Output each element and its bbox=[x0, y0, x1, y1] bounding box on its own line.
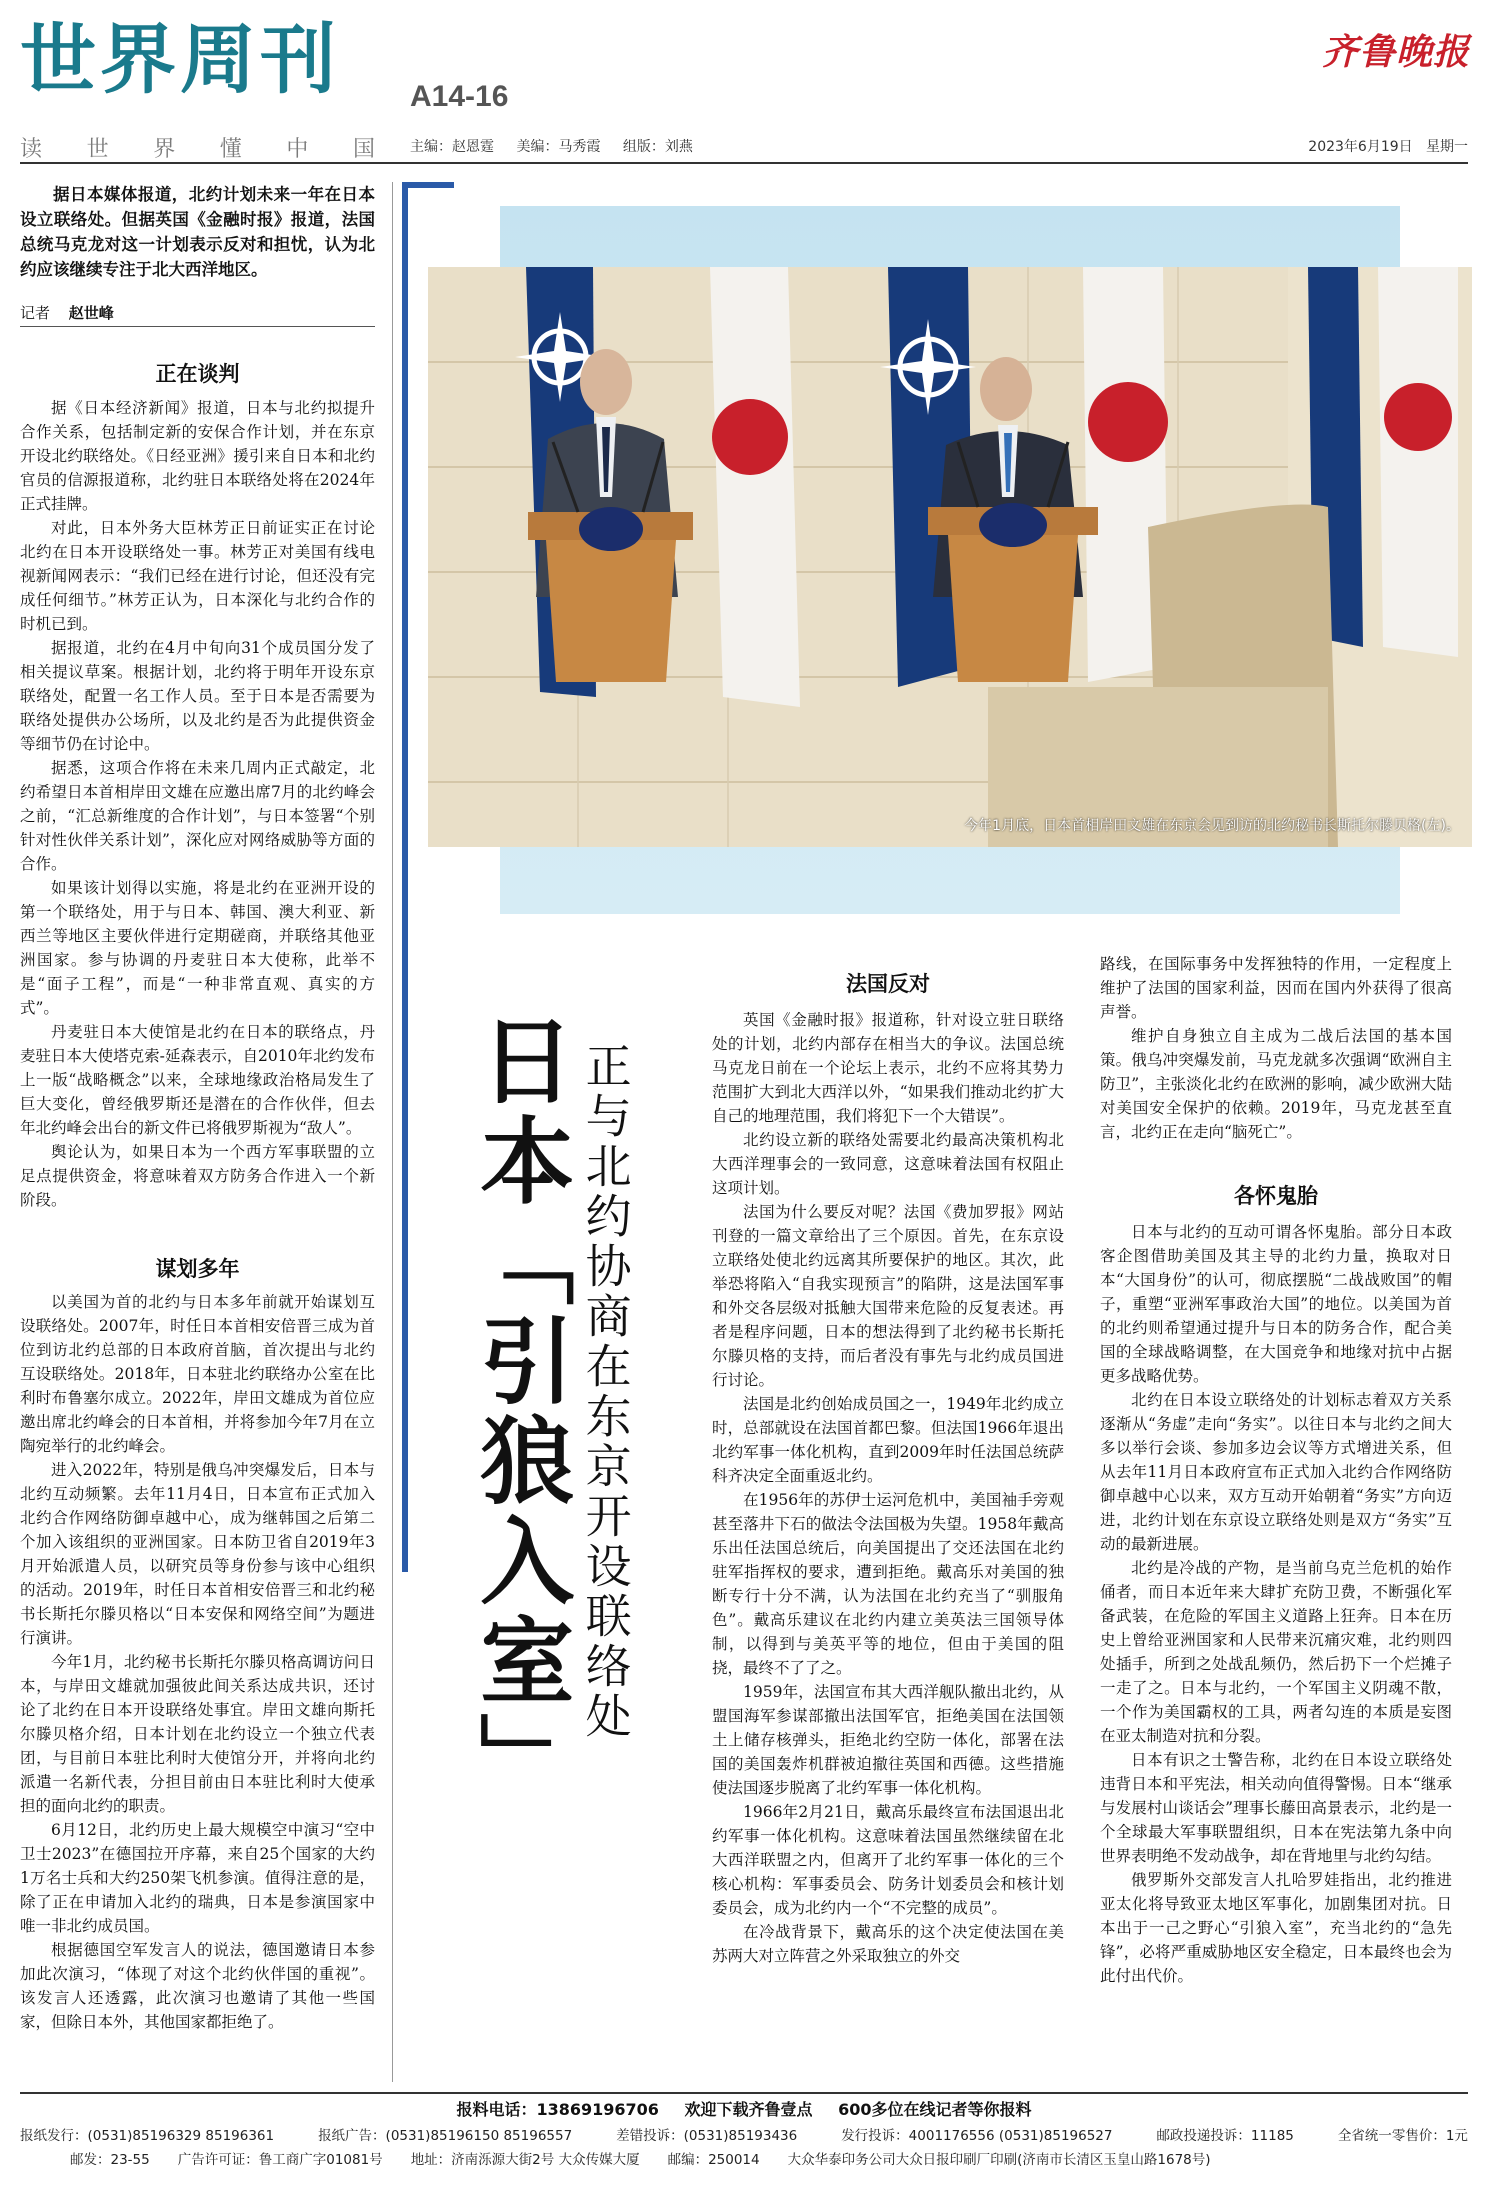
paragraph: 1966年2月21日，戴高乐最终宣布法国退出北约军事一体化机构。这意味着法国虽然继续留在北大西洋联盟之内，但离开了北约军事一体化的三个核心机构：军事委员会、防务计划委员会和核计划委员会，成为北约内一个“不完整的成员”。 bbox=[712, 1803, 1064, 1917]
art-editor-credit: 美编：马秀霞 bbox=[516, 139, 601, 155]
footer-hotline bbox=[0, 2097, 1488, 2120]
slogan-char: 读 bbox=[20, 137, 43, 162]
paragraph: 今年1月，北约秘书长斯托尔滕贝格高调访问日本，与岸田文雄就加强彼此间关系达成共识，还讨论了北约在日本开设联络处事宜。岸田文雄向斯托尔滕贝格介绍，日本计划在北约设立一个独立代表团，与目前日本驻比利时大使馆分开，并将向北约派遣一名新代表，分担目前由日本驻比利时大使承担的面向北约的职责。 bbox=[20, 1653, 375, 1815]
section-heading: 各怀鬼胎 bbox=[1234, 1184, 1318, 1208]
paragraph: 1959年，法国宣布其大西洋舰队撤出北约，从盟国海军参谋部撤出法国军官，拒绝美国在法国领土上储存核弹头，拒绝北约空防一体化，部署在法国的美国轰炸机群被迫撤往英国和西德。这些措施使法国逐步脱离了北约军事一体化机构。 bbox=[712, 1683, 1064, 1797]
paragraph: 如果该计划得以实施，将是北约在亚洲开设的第一个联络处，用于与日本、韩国、澳大利亚、新西兰等地区主要伙伴进行定期磋商，并联络其他亚洲国家。参与协调的丹麦驻日本大使称，此举不是“面子工程”，而是“一种非常直观、真实的方式”。 bbox=[20, 879, 375, 1017]
decorative-frame bbox=[402, 182, 408, 1572]
paragraph: 日本有识之士警告称，北约在日本设立联络处违背日本和平宪法，相关动向值得警惕。日本“继承与发展村山谈话会”理事长藤田高景表示，北约是一个全球最大军事联盟组织，日本在宪法第九条中向世界表明绝不发动战争，却在背地里与北约勾结。 bbox=[1100, 1751, 1452, 1865]
paragraph: 北约设立新的联络处需要北约最高决策机构北大西洋理事会的一致同意，这意味着法国有权阻止这项计划。 bbox=[712, 1131, 1064, 1197]
paragraph: 在1956年的苏伊士运河危机中，美国袖手旁观甚至落井下石的做法令法国极为失望。1958年戴高乐出任法国总统后，向美国提出了交还法国在北约驻军指挥权的要求，遭到拒绝。戴高乐对美国的独断专行十分不满，认为法国在北约充当了“驯服角色”。戴高乐建议在北约内建立美英法三国领导体制，以得到与美英平等的地位，但由于美国的阻挠，最终不了了之。 bbox=[712, 1491, 1064, 1677]
download-text: 欢迎下载齐鲁壹点 bbox=[684, 2100, 813, 2119]
masthead-title: 世界周刊 bbox=[20, 15, 340, 104]
masthead-rule bbox=[20, 162, 1468, 164]
footer-item: 全省统一零售价：1元 bbox=[1337, 2128, 1468, 2144]
paragraph: 路线，在国际事务中发挥独特的作用，一定程度上维护了法国的国家利益，因而在国内外获得了很高声誉。 bbox=[1100, 955, 1452, 1021]
hotline-text: 报料电话：13869196706 bbox=[456, 2100, 659, 2119]
photo-illustration bbox=[428, 267, 1472, 847]
paragraph: 6月12日，北约历史上最大规模空中演习“空中卫士2023”在德国拉开序幕，来自25个国家的大约1万名士兵和大约250架飞机参演。值得注意的是，除了正在申请加入北约的瑞典，日本是参演国家中唯一非北约成员国。 bbox=[20, 1821, 375, 1935]
slogan-char: 国 bbox=[352, 137, 375, 162]
section-body-3-cont bbox=[1100, 952, 1452, 1144]
paragraph: 俄罗斯外交部发言人扎哈罗娃指出，北约推进亚太化将导致亚太地区军事化，加剧集团对抗。日本出于一己之野心“引狼入室”，充当北约的“急先锋”，必将严重威胁地区安全稳定，日本最终也会为此付出代价。 bbox=[1100, 1871, 1452, 1985]
paragraph: 北约是冷战的产物，是当前乌克兰危机的始作俑者，而日本近年来大肆扩充防卫费，不断强化军备武装，在危险的军国主义道路上狂奔。日本在历史上曾给亚洲国家和人民带来沉痛灾难，北约则四处插手，所到之处战乱频仍，然后扔下一个烂摊子一走了之。日本与北约，一个军国主义阴魂不散，一个作为美国霸权的工具，两者勾连的本质是妄图在亚太制造对抗和分裂。 bbox=[1100, 1559, 1452, 1745]
slogan-char: 界 bbox=[153, 137, 176, 162]
news-photo bbox=[428, 267, 1472, 847]
footer-item: 报纸广告：(0531)85196150 85196557 bbox=[318, 2128, 573, 2144]
section-body-3 bbox=[712, 1008, 1064, 1968]
footer-item: 大众华泰印务公司大众日报印刷厂印刷(济南市长清区玉皇山路1678号) bbox=[787, 2152, 1211, 2168]
section-heading: 谋划多年 bbox=[155, 1257, 240, 1281]
paragraph: 据悉，这项合作将在未来几周内正式敲定，北约希望日本首相岸田文雄在应邀出席7月的北约峰会之前，“汇总新维度的合作计划”，与日本签署“个别针对性伙伴关系计划”，深化应对网络威胁等方面的合作。 bbox=[20, 759, 375, 873]
footer-item: 广告许可证：鲁工商广字01081号 bbox=[177, 2152, 383, 2168]
paragraph: 日本与北约的互动可谓各怀鬼胎。部分日本政客企图借助美国及其主导的北约力量，换取对日本“大国身份”的认可，彻底摆脱“二战战败国”的帽子，重塑“亚洲军事政治大国”的地位。以美国为首的北约则希望通过提升与日本的防务合作，配合美国的全球战略调整，在大国竞争和地缘对抗中占据更多战略优势。 bbox=[1100, 1223, 1452, 1385]
paragraph: 丹麦驻日本大使馆是北约在日本的联络点，丹麦驻日本大使塔克索-延森表示，自2010年北约发布上一版“战略概念”以来，全球地缘政治格局发生了巨大变化，曾经俄罗斯还是潜在的合作伙伴，但去年北约峰会出台的新文件已将俄罗斯视为“敌人”。 bbox=[20, 1023, 375, 1137]
paragraph: 在冷战背景下，戴高乐的这个决定使法国在美苏两大对立阵营之外采取独立的外交 bbox=[712, 1923, 1064, 1965]
section-heading: 法国反对 bbox=[846, 972, 930, 996]
footer-item: 报纸发行：(0531)85196329 85196361 bbox=[20, 2128, 275, 2144]
footer-item: 发行投诉：4001176556 (0531)85196527 bbox=[841, 2128, 1113, 2144]
paragraph: 法国是北约创始成员国之一，1949年北约成立时，总部就设在法国首都巴黎。但法国1966年退出北约军事一体化机构，直到2009年时任法国总统萨科齐决定全面重返北约。 bbox=[712, 1395, 1064, 1485]
section-body-4 bbox=[1100, 1220, 1452, 1988]
paragraph: 对此，日本外务大臣林芳正日前证实正在讨论北约在日本开设联络处一事。林芳正对美国有线电视新闻网表示：“我们已经在进行讨论，但还没有完成任何细节。”林芳正认为，日本深化与北约合作的时机已到。 bbox=[20, 519, 375, 633]
newspaper-logo: 齐鲁晚报 bbox=[1321, 31, 1470, 73]
weekday-text: 星期一 bbox=[1426, 139, 1468, 155]
reporters-text: 600多位在线记者等你报料 bbox=[838, 2100, 1032, 2119]
date-text: 2023年6月19日 bbox=[1308, 139, 1413, 155]
paragraph: 以美国为首的北约与日本多年前就开始谋划互设联络处。2007年，时任日本首相安倍晋三成为首位到访北约总部的日本政府首脑，首次提出与北约互设联络处。2018年，日本驻北约联络办公室在比利时布鲁塞尔成立。2022年，岸田文雄成为首位应邀出席北约峰会的日本首相，并将参加今年7月在立陶宛举行的北约峰会。 bbox=[20, 1293, 375, 1455]
staff-credits bbox=[410, 136, 711, 156]
slogan-char: 懂 bbox=[219, 137, 242, 162]
editor-credit: 主编：赵恩霆 bbox=[410, 139, 494, 155]
slogan-char: 中 bbox=[286, 137, 309, 162]
masthead-slogan bbox=[20, 132, 375, 163]
paragraph: 北约在日本设立联络处的计划标志着双方关系逐渐从“务虚”走向“务实”。以往日本与北约之间大多以举行会谈、参加多边会议等方式增进关系，但从去年11月日本政府宣布正式加入北约合作网络防御卓越中心以来，双方互动开始朝着“务实”方向迈进，北约计划在东京设立联络处则是双方“务实”互动的最新进展。 bbox=[1100, 1391, 1452, 1553]
page-number: A14-16 bbox=[410, 80, 509, 113]
reporter-byline bbox=[20, 302, 375, 327]
footer-item: 地址：济南泺源大街2号 大众传媒大厦 bbox=[410, 2152, 640, 2168]
column-divider bbox=[392, 182, 393, 2082]
sub-headline: 正与北约协商在东京开设联络处 bbox=[578, 1042, 633, 1742]
main-headline: 日本「引狼入室」 bbox=[463, 1012, 573, 1812]
footer-item: 差错投诉：(0531)85193436 bbox=[616, 2128, 798, 2144]
reporter-name: 赵世峰 bbox=[68, 304, 114, 322]
footer-item: 邮政投递投诉：11185 bbox=[1156, 2128, 1294, 2144]
footer-item: 邮编：250014 bbox=[667, 2152, 760, 2168]
decorative-frame bbox=[402, 182, 454, 188]
section-body-1 bbox=[20, 396, 375, 1212]
paragraph: 维护自身独立自主成为二战后法国的基本国策。俄乌冲突爆发前，马克龙就多次强调“欧洲自主防卫”，主张淡化北约在欧洲的影响，减少欧洲大陆对美国安全保护的依赖。2019年，马克龙甚至直言，北约正在走向“脑死亡”。 bbox=[1100, 1027, 1452, 1141]
section-heading: 正在谈判 bbox=[155, 362, 240, 386]
paragraph: 法国为什么要反对呢？法国《费加罗报》网站刊登的一篇文章给出了三个原因。首先，在东京设立联络处使北约远离其所要保护的地区。其次，此举恐将陷入“自我实现预言”的陷阱，这是法国军事和外交各层级对抵触大国带来危险的反复表述。再者是程序问题，日本的想法得到了北约秘书长斯托尔滕贝格的支持，而后者没有事先与北约成员国进行讨论。 bbox=[712, 1203, 1064, 1389]
footer-item: 邮发：23-55 bbox=[70, 2152, 150, 2168]
footer-contacts bbox=[20, 2124, 1468, 2144]
reporter-label: 记者 bbox=[20, 304, 51, 322]
paragraph: 根据德国空军发言人的说法，德国邀请日本参加此次演习，“体现了对这个北约伙伴国的重视”。该发言人还透露，此次演习也邀请了其他一些国家，但除日本外，其他国家都拒绝了。 bbox=[20, 1941, 375, 2031]
photo-caption: 今年1月底，日本首相岸田文雄在东京会见到访的北约秘书长斯托尔滕贝格(左)。 bbox=[964, 818, 1460, 834]
paragraph: 据报道，北约在4月中旬向31个成员国分发了相关提议草案。根据计划，北约将于明年开设东京联络处，配置一名工作人员。至于日本是否需要为联络处提供办公场所，以及北约是否为此提供资金等细节仍在讨论中。 bbox=[20, 639, 375, 753]
footer-imprint bbox=[20, 2148, 1468, 2168]
layout-editor-credit: 组版：刘燕 bbox=[622, 139, 693, 155]
paragraph: 英国《金融时报》报道称，针对设立驻日联络处的计划，北约内部存在相当大的争议。法国总统马克龙日前在一个论坛上表示，北约不应将其势力范围扩大到北大西洋以外，“如果我们推动北约扩大自己的地理范围，我们将犯下一个大错误”。 bbox=[712, 1011, 1064, 1125]
paragraph: 舆论认为，如果日本为一个西方军事联盟的立足点提供资金，将意味着双方防务合作进入一个新阶段。 bbox=[20, 1143, 375, 1209]
paragraph: 进入2022年，特别是俄乌冲突爆发后，日本与北约互动频繁。去年11月4日，日本宣布正式加入北约合作网络防御卓越中心，成为继韩国之后第二个加入该组织的亚洲国家。日本防卫省自2019年3月开始派遣人员，以研究员等身份参与该中心组织的活动。2019年，时任日本首相安倍晋三和北约秘书长斯托尔滕贝格以“日本安保和网络空间”为题进行演讲。 bbox=[20, 1461, 375, 1647]
footer-rule bbox=[20, 2092, 1468, 2094]
section-body-2 bbox=[20, 1290, 375, 2034]
issue-date bbox=[1308, 136, 1468, 156]
article-lead: 据日本媒体报道，北约计划未来一年在日本设立联络处。但据英国《金融时报》报道，法国总统马克龙对这一计划表示反对和担忧，认为北约应该继续专注于北大西洋地区。 bbox=[20, 185, 375, 279]
slogan-char: 世 bbox=[86, 137, 109, 162]
paragraph: 据《日本经济新闻》报道，日本与北约拟提升合作关系，包括制定新的安保合作计划，并在东京开设北约联络处。《日经亚洲》援引来自日本和北约官员的信源报道称，北约驻日本联络处将在2024年正式挂牌。 bbox=[20, 399, 375, 513]
